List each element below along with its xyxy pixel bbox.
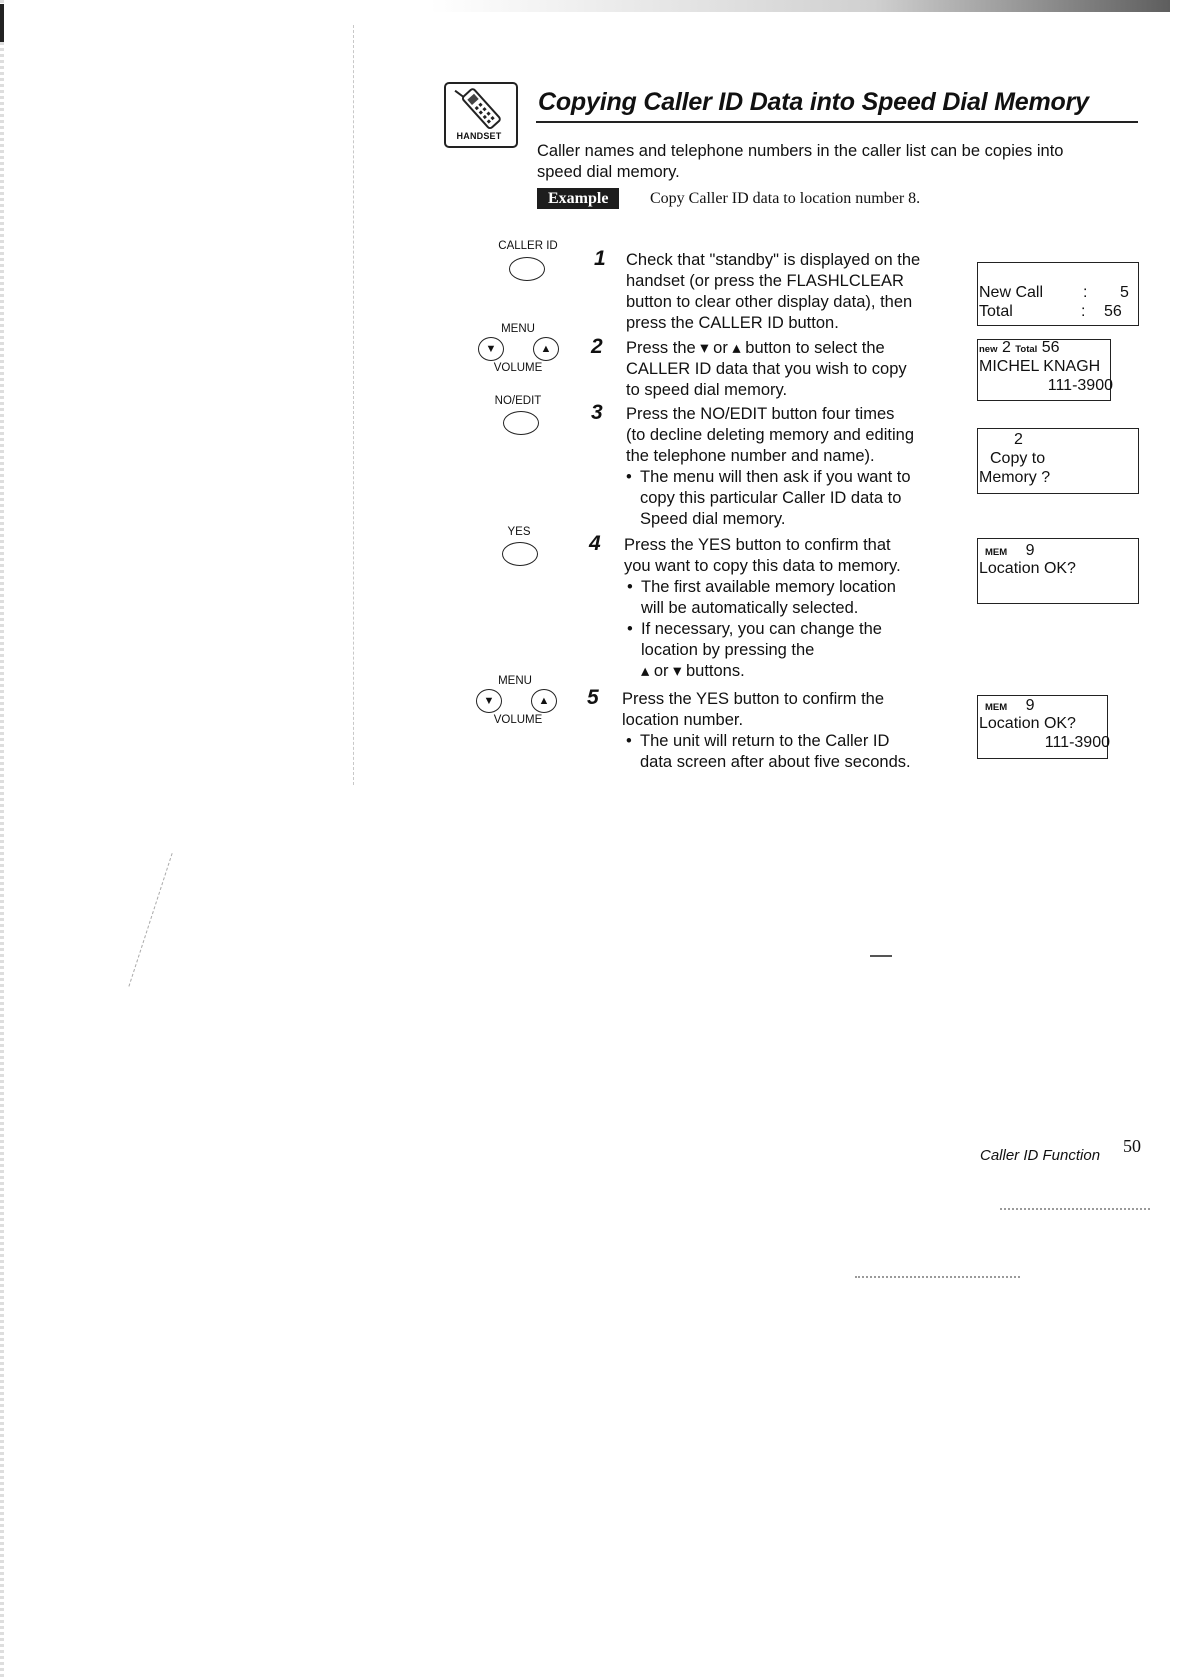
- scan-edge: [0, 0, 4, 1680]
- lcd-display-copy-prompt: [977, 428, 1139, 494]
- scan-top-noise: [430, 0, 1170, 12]
- step-bullet: [626, 467, 914, 530]
- step-number: 5: [587, 686, 599, 709]
- lcd-new-value: 2: [1001, 339, 1011, 356]
- up-arrow-button[interactable]: [531, 689, 557, 713]
- lcd-counter-row: [979, 338, 1060, 359]
- lcd-caller-name: MICHEL KNAGH: [979, 358, 1101, 375]
- yes-button[interactable]: [502, 542, 538, 566]
- scan-dots: [855, 1276, 1020, 1278]
- lcd-total-tag: Total: [1015, 344, 1038, 355]
- scan-edge-mark: [0, 4, 4, 42]
- lcd-display-location: [977, 538, 1139, 604]
- down-arrow-icon: ▼: [483, 695, 495, 707]
- volume-label: VOLUME: [493, 714, 543, 726]
- menu-label: MENU: [498, 675, 532, 687]
- bullet-line: • The unit will return to the Caller ID: [640, 732, 890, 750]
- lcd-new-tag: new: [979, 344, 998, 355]
- no-edit-label: NO/EDIT: [494, 395, 542, 407]
- lcd-total-value: 56: [1104, 303, 1122, 320]
- step-line: button to clear other display data), then: [626, 293, 913, 311]
- step-1-text: [626, 250, 920, 334]
- example-text: Copy Caller ID data to location number 8.: [650, 190, 921, 207]
- lcd-location-number: 9: [1025, 542, 1035, 559]
- lcd-colon: :: [1081, 303, 1086, 320]
- lcd-total-value: 56: [1041, 339, 1060, 356]
- up-arrow-button[interactable]: [533, 337, 559, 361]
- down-arrow-button[interactable]: [476, 689, 502, 713]
- step-bullet: [626, 731, 911, 773]
- lcd-copy-to: Copy to: [990, 450, 1046, 467]
- step-number: 4: [589, 532, 601, 555]
- step-line: Press the NO/EDIT button four times: [626, 405, 895, 423]
- menu-label: MENU: [501, 323, 535, 335]
- step-line: Press the ▾ or ▴ button to select the: [626, 339, 885, 357]
- down-arrow-icon: ▼: [485, 343, 497, 355]
- lcd-mem-tag: MEM: [985, 702, 1008, 713]
- bullet-line: ▴ or ▾ buttons.: [641, 662, 745, 680]
- lcd-total-label: Total: [979, 303, 1013, 320]
- bullet-line: • The first available memory location: [641, 578, 896, 596]
- step-line: Press the YES button to confirm that: [624, 536, 891, 554]
- bullet-line: copy this particular Caller ID data to: [640, 489, 902, 507]
- step-bullet: [627, 619, 901, 682]
- step-5-text: [622, 689, 911, 773]
- lcd-location-prompt: Location OK?: [979, 560, 1076, 577]
- caller-id-label: CALLER ID: [498, 240, 558, 252]
- lcd-colon: :: [1083, 284, 1088, 301]
- down-arrow-button[interactable]: [478, 337, 504, 361]
- step-line: handset (or press the FLASHLCLEAR: [626, 272, 904, 290]
- lcd-mem-tag: MEM: [985, 547, 1008, 558]
- volume-label: VOLUME: [493, 362, 543, 374]
- up-arrow-icon: ▲: [540, 343, 552, 355]
- bullet-line: location by pressing the: [641, 641, 815, 659]
- footer-section-label: Caller ID Function: [980, 1147, 1101, 1164]
- up-arrow-icon: ▲: [538, 695, 550, 707]
- step-line: CALLER ID data that you wish to copy: [626, 360, 907, 378]
- lcd-display-caller-entry: [977, 339, 1111, 401]
- lcd-new-call-label: New Call: [979, 284, 1044, 301]
- bullet-line: will be automatically selected.: [641, 599, 859, 617]
- lcd-caller-number: 111-3900: [1047, 377, 1113, 394]
- bullet-line: • If necessary, you can change the: [641, 620, 882, 638]
- bullet-line: Speed dial memory.: [640, 510, 786, 528]
- step-line: press the CALLER ID button.: [626, 314, 839, 332]
- step-bullet: [627, 577, 901, 619]
- yes-label: YES: [507, 526, 531, 538]
- step-line: Press the YES button to confirm the: [622, 690, 885, 708]
- scan-speck: [870, 955, 892, 957]
- intro-paragraph: [537, 141, 1137, 183]
- step-number: 2: [591, 335, 603, 358]
- lcd-location-prompt: Location OK?: [979, 715, 1076, 732]
- example-badge: Example: [537, 188, 619, 209]
- step-number: 1: [594, 247, 606, 270]
- page-number: 50: [1123, 1136, 1141, 1156]
- lcd-display-location-confirm: [977, 695, 1108, 759]
- no-edit-button[interactable]: [503, 411, 539, 435]
- lcd-caller-number: 111-3900: [1044, 734, 1110, 751]
- bullet-line: • The menu will then ask if you want to: [640, 468, 911, 486]
- lcd-new-call-value: 5: [1120, 284, 1129, 301]
- lcd-display-standby: [977, 262, 1139, 326]
- step-line: to speed dial memory.: [626, 381, 788, 399]
- caller-id-button[interactable]: [509, 257, 545, 281]
- lcd-memory-question: Memory ?: [979, 469, 1051, 486]
- intro-line: Caller names and telephone numbers in the caller list can be copies into: [537, 142, 1064, 160]
- lcd-index: 2: [1014, 431, 1023, 448]
- step-line: (to decline deleting memory and editing: [626, 426, 915, 444]
- handset-label: HANDSET: [456, 131, 502, 141]
- bullet-line: data screen after about five seconds.: [640, 753, 911, 771]
- step-3-text: [626, 404, 914, 530]
- step-2-text: [626, 338, 907, 401]
- step-line: location number.: [622, 711, 744, 729]
- step-line: the telephone number and name).: [626, 447, 875, 465]
- scan-dots: [1000, 1208, 1150, 1210]
- page-title: Copying Caller ID Data into Speed Dial Memory: [538, 88, 1089, 116]
- lcd-location-number: 9: [1025, 697, 1035, 714]
- step-number: 3: [591, 401, 603, 424]
- step-line: Check that "standby" is displayed on the: [626, 251, 921, 269]
- column-guide: [353, 25, 354, 785]
- scan-streak: [128, 853, 173, 987]
- intro-line: speed dial memory.: [537, 163, 680, 181]
- title-underline: [536, 121, 1138, 123]
- step-line: you want to copy this data to memory.: [624, 557, 901, 575]
- step-4-text: [624, 535, 901, 682]
